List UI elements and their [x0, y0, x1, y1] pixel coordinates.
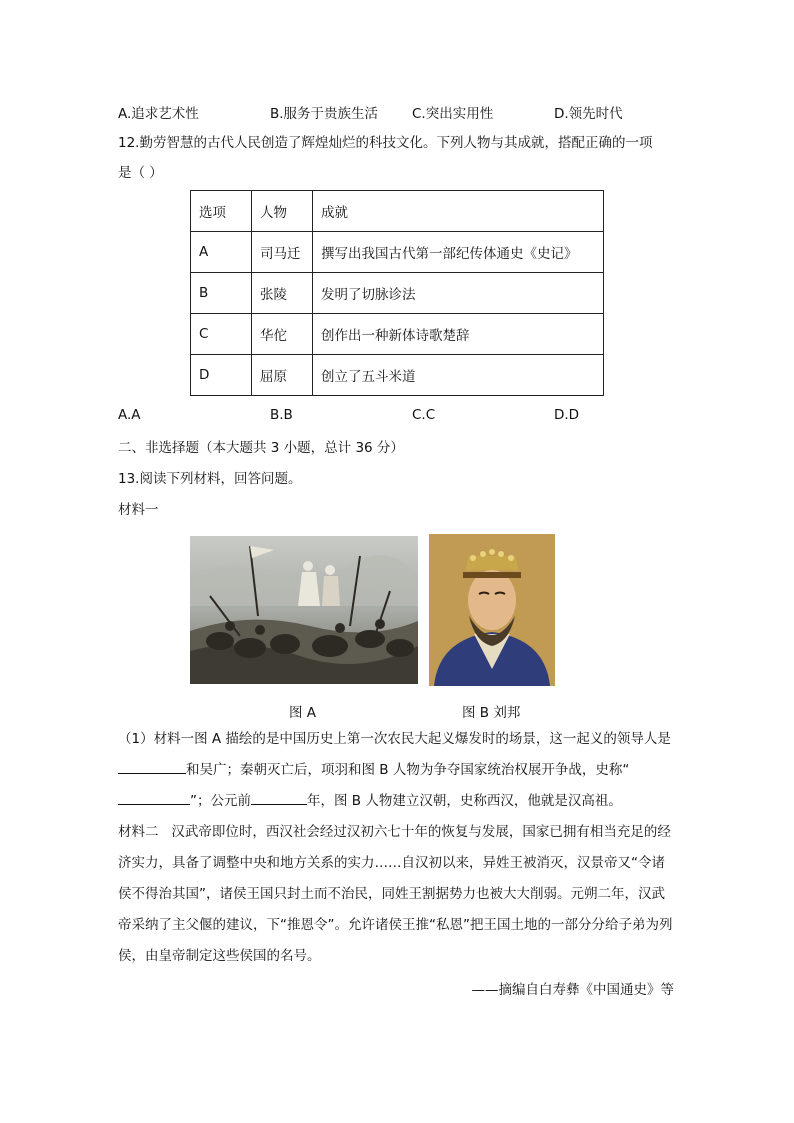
cell-option: B	[191, 273, 252, 314]
answer-blank-year[interactable]	[251, 790, 307, 805]
part1-segment-2: 和吴广；秦朝灭亡后，项羽和图 B 人物为争夺国家统治权展开争战，史称“	[186, 762, 630, 778]
cell-person: 屈原	[252, 355, 313, 396]
cell-achievement: 撰写出我国古代第一部纪传体通史《史记》	[313, 232, 604, 273]
q12-option-b[interactable]: B.B	[270, 407, 293, 423]
cell-achievement: 发明了切脉诊法	[313, 273, 604, 314]
material2-text: 汉武帝即位时，西汉社会经过汉初六七十年的恢复与发展，国家已拥有相当充足的经济实力，具备了调整中央和地方关系的实力……自汉初以来，异姓王被消灭，汉景帝又“令诸侯不得治其国”，诸侯王国只封土而不治民，同姓王割据势力也被大大削弱。元朔二年，汉武帝采纳了主父偃的建议，下“推恩令”。允许诸侯王推“私恩”把王国土地的一部分分给子弟为列侯，由皇帝制定这些侯国的名号。	[118, 824, 673, 964]
table-row	[191, 314, 604, 355]
cell-person: 张陵	[252, 273, 313, 314]
q12-option-c[interactable]: C.C	[412, 407, 436, 423]
table-row	[191, 232, 604, 273]
table-row	[191, 355, 604, 396]
header-achievement: 成就	[313, 191, 604, 232]
cell-option: D	[191, 355, 252, 396]
material2-source: ——摘编自白寿彝《中国通史》等	[471, 982, 674, 998]
cell-achievement: 创立了五斗米道	[313, 355, 604, 396]
material2-label: 材料二	[118, 824, 159, 840]
part1-segment-3: ”；公元前	[190, 793, 251, 809]
answer-blank-war-name[interactable]	[118, 790, 190, 805]
cell-person: 司马迁	[252, 232, 313, 273]
liu-bang-portrait	[429, 534, 555, 686]
q13-stem: 13.阅读下列材料，回答问题。	[118, 471, 302, 487]
answer-blank-leader[interactable]	[118, 759, 186, 774]
cell-option: C	[191, 314, 252, 355]
cell-option: A	[191, 232, 252, 273]
part1-segment-4: 年，图 B 人物建立汉朝，史称西汉，他就是汉高祖。	[307, 793, 622, 809]
figure-b-image	[429, 534, 555, 686]
cell-person: 华佗	[252, 314, 313, 355]
q12-option-d[interactable]: D.D	[554, 407, 580, 423]
q11-option-b[interactable]: B.服务于贵族生活	[270, 106, 379, 122]
q11-option-a[interactable]: A.追求艺术性	[118, 106, 199, 122]
figure-a-image	[190, 536, 418, 684]
q11-option-d[interactable]: D.领先时代	[554, 106, 623, 122]
q12-stem-line2: 是（ ）	[118, 165, 163, 181]
part1-segment-1: （1）材料一图 A 描绘的是中国历史上第一次农民大起义爆发时的场景，这一起义的领导人是	[118, 731, 671, 747]
material1-label: 材料一	[118, 502, 159, 518]
header-person: 人物	[252, 191, 313, 232]
uprising-scene-illustration	[190, 536, 418, 684]
table-row	[191, 273, 604, 314]
cell-achievement: 创作出一种新体诗歌楚辞	[313, 314, 604, 355]
q12-option-a[interactable]: A.A	[118, 407, 141, 423]
header-option: 选项	[191, 191, 252, 232]
q12-stem-line1: 12.勤劳智慧的古代人民创造了辉煌灿烂的科技文化。下列人物与其成就，搭配正确的一项	[118, 135, 653, 151]
section2-title: 二、非选择题（本大题共 3 小题，总计 36 分）	[118, 440, 404, 456]
material2-paragraph	[118, 817, 678, 972]
q13-part1-text	[118, 724, 678, 817]
q11-option-c[interactable]: C.突出实用性	[412, 106, 494, 122]
table-header-row	[191, 191, 604, 232]
figure-a-caption: 图 A	[289, 705, 317, 721]
q12-table	[190, 190, 604, 396]
figure-b-caption: 图 B 刘邦	[462, 705, 521, 721]
